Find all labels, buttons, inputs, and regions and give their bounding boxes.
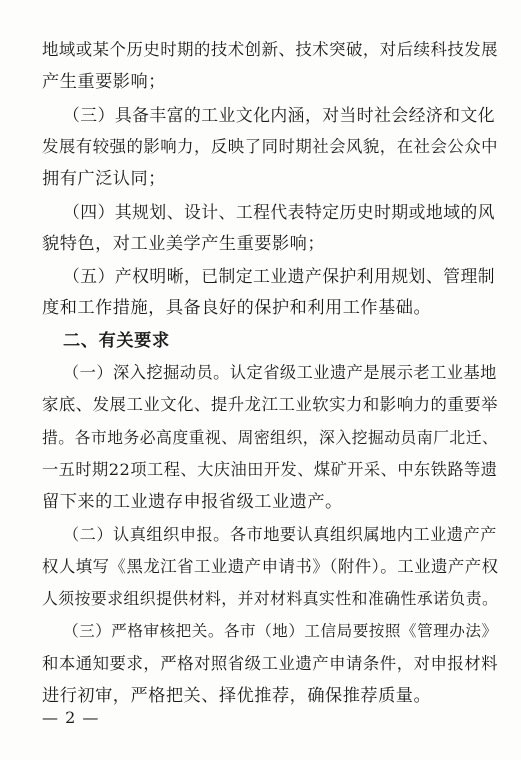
text-line: 发展有较强的影响力，反映了同时期社会风貌，在社会公众中 <box>42 137 499 156</box>
text-line: 家底、发展工业文化、提升龙江工业软实力和影响力的重要举 <box>42 395 499 414</box>
page-number: — 2 — <box>42 708 100 727</box>
text-line: 产生重要影响； <box>42 72 166 92</box>
text-line: 貌特色，对工业美学产生重要影响； <box>42 234 326 254</box>
text-line: （四）其规划、设计、工程代表特定历史时期或地域的风 <box>63 202 496 222</box>
text-line: （二）认真组织申报。各市地要认真组织属地内工业遗产产 <box>63 525 497 544</box>
section-heading: 二、有关要求 <box>63 331 170 351</box>
text-line: （三）严格审核把关。各市（地）工信局要按照《管理办法》 <box>63 622 498 640</box>
text-line: 进行初审，严格把关、择优推荐，确保推荐质量。 <box>42 686 432 706</box>
text-line: 一五时期22项工程、大庆油田开发、煤矿开采、中东铁路等遗 <box>42 460 498 479</box>
text-line: 措。各市地务必高度重视、周密组织，深入挖掘动员南厂北迁、 <box>42 428 499 447</box>
text-line: 拥有广泛认同； <box>42 169 166 189</box>
text-line: 权人填写《黑龙江省工业遗产申请书》（附件）。工业遗产产权 <box>42 557 499 576</box>
text-line: （五）产权明晰，已制定工业遗产保护利用规划、管理制 <box>63 266 496 286</box>
text-line: 人须按要求组织提供材料，并对材料真实性和准确性承诺负责。 <box>42 589 499 608</box>
text-line: （一）深入挖掘动员。认定省级工业遗产是展示老工业基地 <box>63 363 497 382</box>
text-line: 度和工作措施，具备良好的保护和利用工作基础。 <box>42 298 432 318</box>
text-line: （三）具备丰富的工业文化内涵，对当时社会经济和文化 <box>63 105 496 125</box>
text-line: 和本通知要求，严格对照省级工业遗产申请条件，对申报材料 <box>42 654 499 673</box>
text-line: 地域或某个历史时期的技术创新、技术突破，对后续科技发展 <box>42 40 499 59</box>
text-line: 留下来的工业遗存申报省级工业遗产。 <box>42 492 343 512</box>
